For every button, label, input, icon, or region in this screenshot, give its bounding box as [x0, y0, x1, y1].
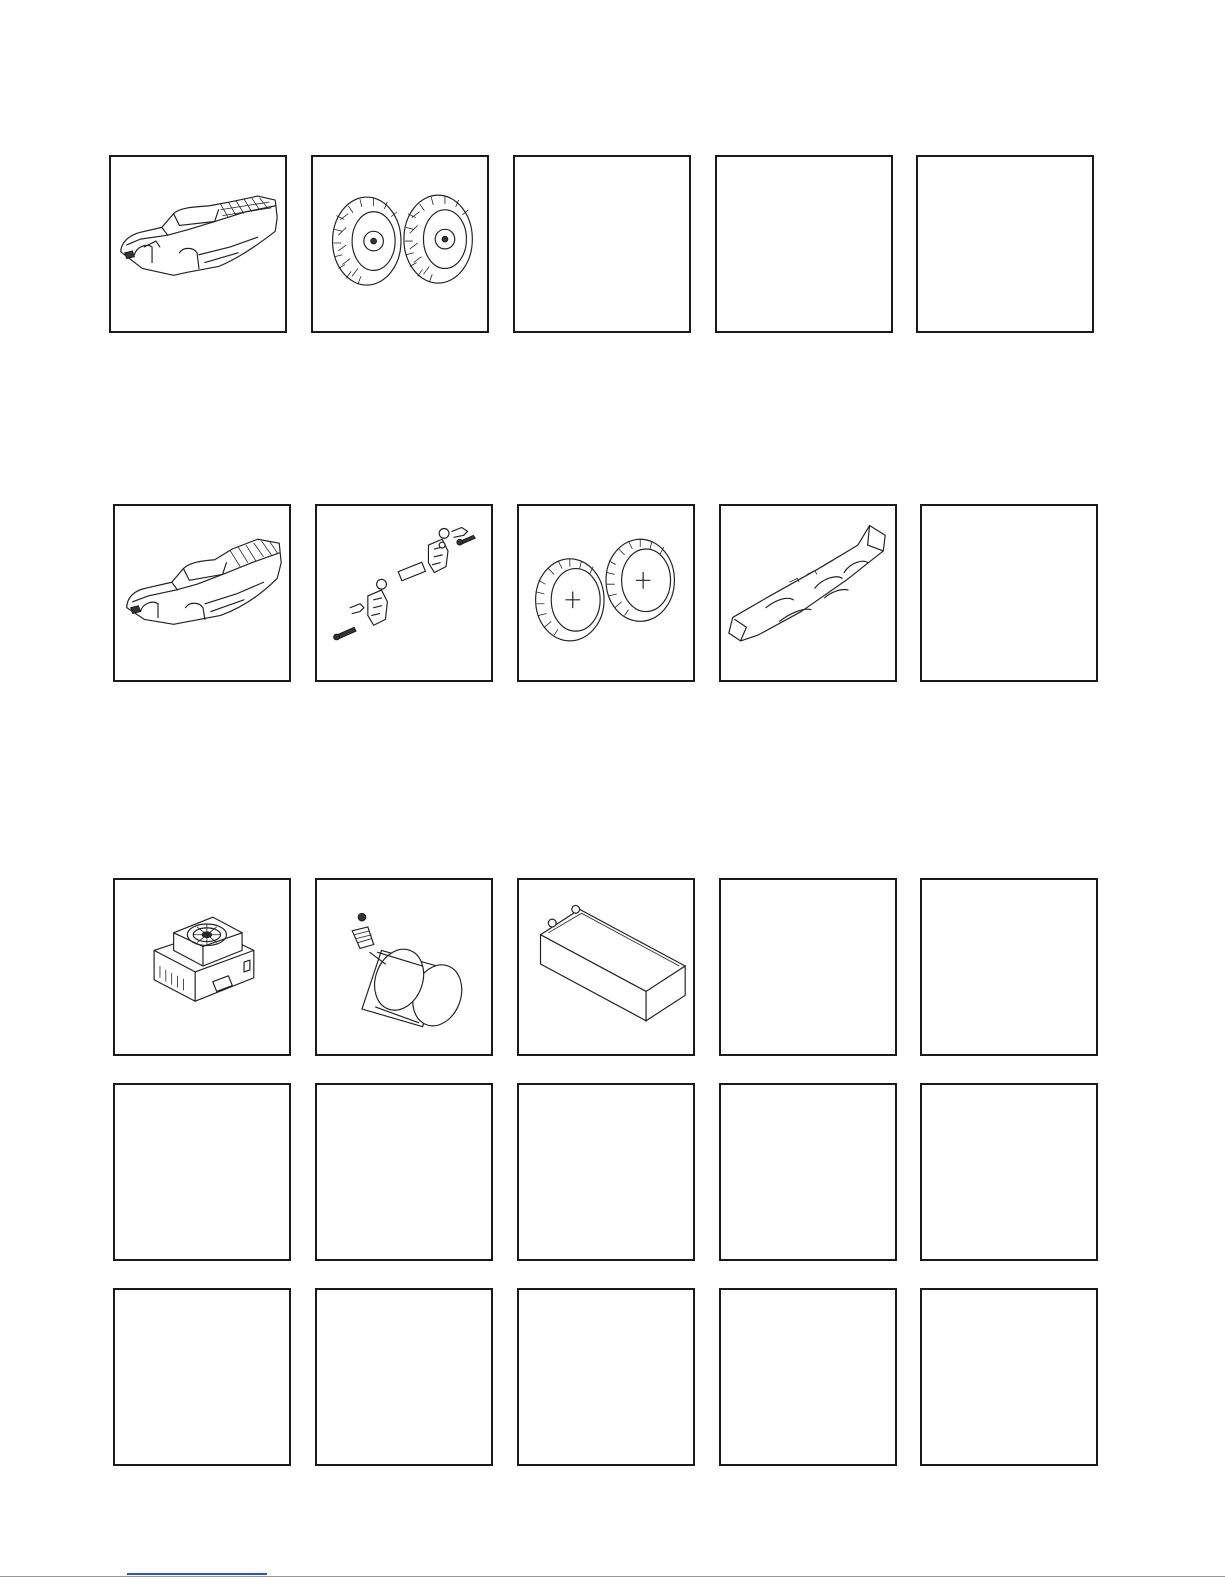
part-box-row1-1: [109, 155, 287, 333]
part-box-row4-1: [113, 1083, 291, 1261]
part-box-row4-3: [517, 1083, 695, 1261]
part-box-row2-1: [113, 504, 291, 682]
part-box-row2-5: [920, 504, 1098, 682]
part-box-row1-4: [715, 155, 893, 333]
part-box-row5-4: [719, 1288, 897, 1466]
part-box-row2-2: [315, 504, 493, 682]
brushless-motor-pinion-icon: [317, 880, 491, 1054]
part-box-row1-5: [916, 155, 1094, 333]
part-box-row5-1: [113, 1288, 291, 1466]
footer-rule: [0, 1576, 1225, 1577]
footer-link-underline[interactable]: [127, 1573, 267, 1575]
part-box-row3-5: [920, 878, 1098, 1056]
part-box-row5-5: [920, 1288, 1098, 1466]
lipo-battery-pack-icon: [519, 880, 693, 1054]
part-box-row4-4: [719, 1083, 897, 1261]
body-mount-posts-icon: [317, 506, 491, 680]
part-box-row4-5: [920, 1083, 1098, 1261]
monster-truck-tires-icon: [313, 157, 487, 331]
part-box-row3-1: [113, 878, 291, 1056]
esc-speed-controller-icon: [115, 880, 289, 1054]
truggy-body-shell-icon: [115, 506, 289, 680]
part-box-row3-2: [315, 878, 493, 1056]
truck-body-shell-icon: [111, 157, 285, 331]
rear-wing-icon: [721, 506, 895, 680]
part-box-row2-3: [517, 504, 695, 682]
part-box-row1-2: [311, 155, 489, 333]
part-box-row2-4: [719, 504, 897, 682]
part-box-row5-2: [315, 1288, 493, 1466]
street-tires-icon: [519, 506, 693, 680]
part-box-row5-3: [517, 1288, 695, 1466]
part-box-row3-4: [719, 878, 897, 1056]
part-box-row4-2: [315, 1083, 493, 1261]
part-box-row1-3: [513, 155, 691, 333]
part-box-row3-3: [517, 878, 695, 1056]
